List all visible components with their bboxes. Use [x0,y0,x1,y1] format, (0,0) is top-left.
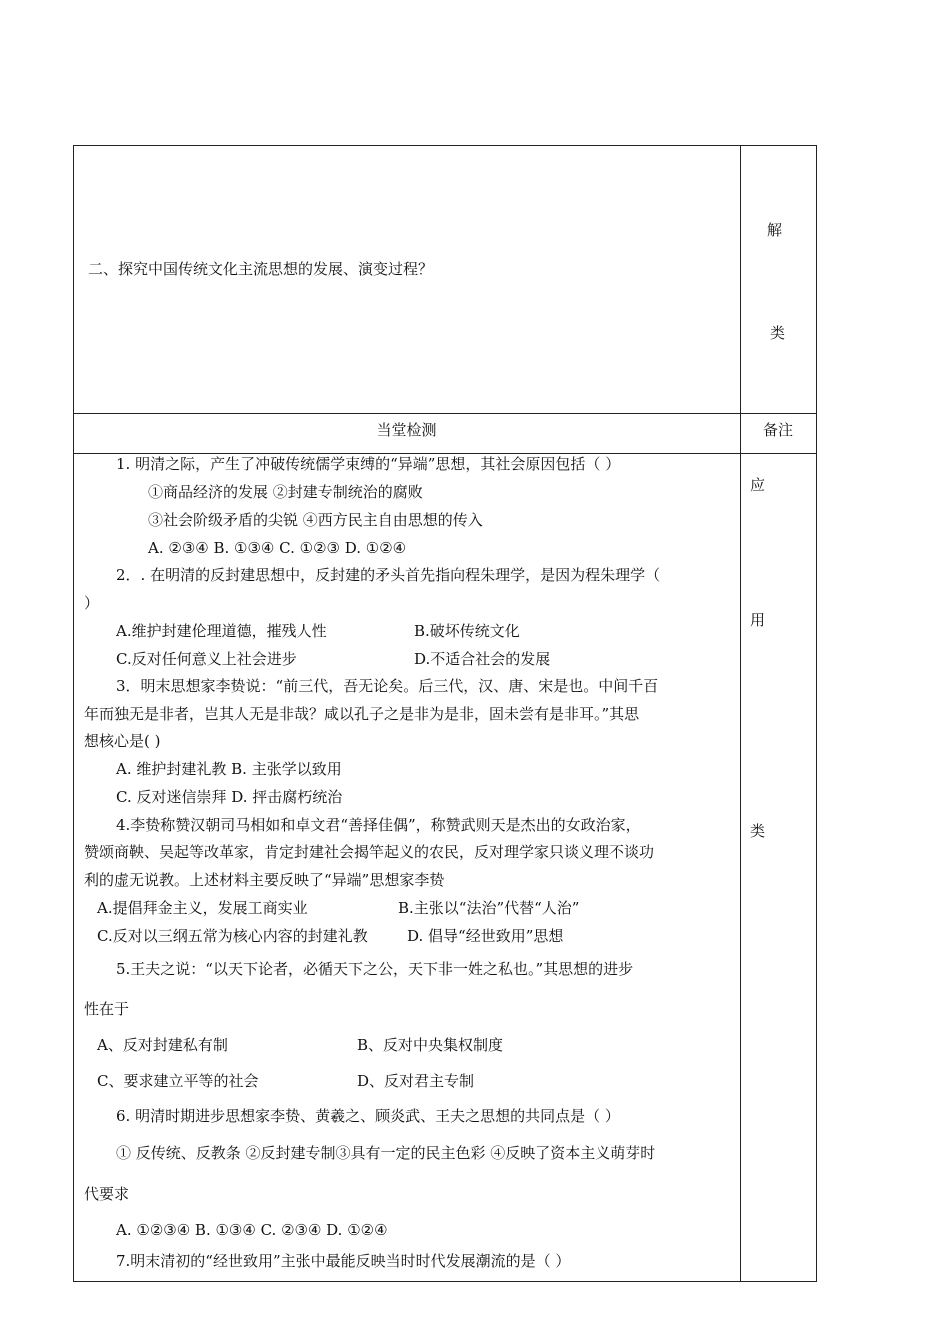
q5-option-d: D、反对君主专制 [357,1072,475,1090]
side-label-yong: 用 [750,611,766,629]
q4-option-a: A.提倡拜金主义，发展工商实业 [97,899,308,917]
q3-stem-line-3: 想核心是( ) [84,732,161,750]
q5-option-b: B、反对中央集权制度 [357,1036,504,1054]
row-divider-1 [73,413,817,414]
column-divider [740,145,741,1282]
section-title: 当堂检测 [376,421,437,439]
q3-stem-line-2: 年而独无是非者，岂其人无是非哉？咸以孔子之是非为是非，固未尝有是非耳。”其思 [84,705,640,723]
q3-options-cd: C. 反对迷信崇拜 D. 抨击腐朽统治 [116,788,343,806]
q5-option-c: C、要求建立平等的社会 [97,1072,259,1090]
side-label-lei-top: 类 [770,324,786,342]
side-label-ying: 应 [750,476,766,494]
q3-stem-line-1: 3．明末思想家李贽说：“前三代，吾无论矣。后三代，汉、唐、宋是也。中间千百 [116,677,659,695]
q2-stem: 2．. 在明清的反封建思想中，反封建的矛头首先指向程朱理学，是因为程朱理学（ [116,566,661,584]
q4-option-c: C.反对以三纲五常为核心内容的封建礼教 [97,927,368,945]
q4-option-d: D. 倡导“经世致用”思想 [407,927,564,945]
q3-options-ab: A. 维护封建礼教 B. 主张学以致用 [116,760,342,778]
q1-item-line-1: ①商品经济的发展 ②封建专制统治的腐败 [148,483,423,501]
q1-item-line-2: ③社会阶级矛盾的尖锐 ④西方民主自由思想的传入 [148,511,483,529]
q5-stem-line-1: 5.王夫之说：“以天下论者，必循天下之公，天下非一姓之私也。”其思想的进步 [116,960,634,978]
q6-stem: 6. 明清时期进步思想家李贽、黄羲之、顾炎武、王夫之思想的共同点是（ ） [116,1107,620,1125]
side-label-lei: 类 [750,822,766,840]
q2-option-c: C.反对任何意义上社会进步 [116,650,297,668]
notes-header: 备注 [763,421,794,439]
q4-stem-line-2: 赞颂商鞅、吴起等改革家，肯定封建社会揭竿起义的农民，反对理学家只谈义理不谈功 [84,843,655,861]
q5-option-a: A、反对封建私有制 [97,1036,228,1054]
q1-stem: 1. 明清之际，产生了冲破传统儒学束缚的“异端”思想，其社会原因包括（ ） [116,455,621,473]
q6-items-line-2: 代要求 [84,1185,130,1203]
q2-option-a: A.维护封建伦理道德，摧残人性 [116,622,327,640]
q4-stem-line-1: 4.李贽称赞汉朝司马相如和卓文君“善择佳偶”，称赞武则天是杰出的女政治家， [116,816,641,834]
q6-items-line-1: ① 反传统、反教条 ②反封建专制③具有一定的民主色彩 ④反映了资本主义萌芽时 [116,1144,656,1162]
q1-options: A. ②③④ B. ①③④ C. ①②③ D. ①②④ [148,539,407,557]
q5-stem-line-2: 性在于 [84,1000,130,1018]
side-label-jie: 解 [767,221,783,239]
q6-options: A. ①②③④ B. ①③④ C. ②③④ D. ①②④ [116,1221,388,1239]
q4-stem-line-3: 利的虚无说教。上述材料主要反映了“异端”思想家李贽 [84,871,445,889]
section-two-question: 二、探究中国传统文化主流思想的发展、演变过程？ [88,260,434,278]
q2-option-d: D.不适合社会的发展 [414,650,551,668]
q7-stem: 7.明末清初的“经世致用”主张中最能反映当时时代发展潮流的是（ ） [116,1252,571,1270]
q2-stem-cont: ） [84,594,100,612]
q4-option-b: B.主张以“法治”代替“人治” [398,899,580,917]
q2-option-b: B.破坏传统文化 [414,622,520,640]
